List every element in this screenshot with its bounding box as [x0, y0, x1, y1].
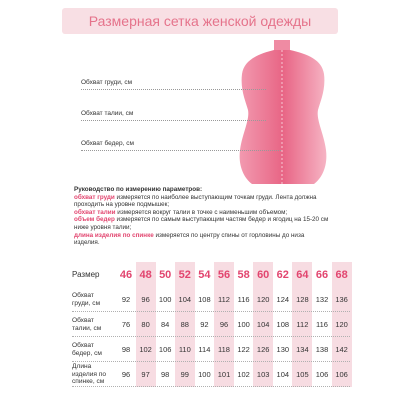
row-divider — [72, 386, 350, 387]
guide-length — [74, 232, 330, 247]
guide-length-text: измеряется по центру спины от горловины до низа изделия. — [74, 231, 305, 247]
table-cell: 116 — [316, 320, 328, 329]
mannequin-illustration — [228, 38, 338, 188]
mannequin-torso — [240, 50, 327, 184]
size-header-cell: 52 — [175, 262, 195, 287]
size-header-cell: 46 — [119, 268, 133, 281]
table-cell: 100 — [158, 295, 172, 304]
table-cell: 104 — [253, 312, 273, 337]
table-cell: 132 — [315, 295, 329, 304]
table-cell: 88 — [175, 312, 195, 337]
table-row — [72, 312, 350, 337]
table-cell: 112 — [292, 312, 312, 337]
table-cell: 116 — [237, 295, 250, 304]
table-row — [72, 362, 350, 387]
size-table — [72, 262, 350, 387]
table-cell: 76 — [121, 320, 131, 329]
table-cell: 106 — [332, 362, 352, 387]
table-cell: 120 — [253, 287, 273, 312]
table-cell: 103 — [253, 362, 273, 387]
table-cell: 92 — [200, 320, 209, 329]
table-cell: 98 — [161, 370, 170, 379]
table-cell: 98 — [121, 345, 131, 354]
size-header-cell: 58 — [237, 268, 250, 281]
guide-waist-text: измеряется вокруг талии в точке с наименьшим объемом; — [115, 208, 288, 216]
table-cell: 120 — [332, 312, 352, 337]
table-cell: 134 — [292, 337, 312, 362]
guide-chest — [74, 194, 330, 209]
mannequin-neck — [274, 40, 290, 50]
table-cell: 99 — [175, 362, 195, 387]
waist-measure-label: Обхват талии, см — [81, 110, 134, 117]
table-cell: 92 — [121, 295, 131, 304]
table-cell: 124 — [276, 295, 290, 304]
table-cell: 138 — [315, 345, 329, 354]
hips-measure-line — [81, 150, 281, 151]
table-cell: 96 — [121, 370, 131, 379]
chest-measure-line — [81, 89, 266, 90]
table-cell: 101 — [214, 362, 234, 387]
guide-hips-term: объем бедер — [74, 216, 115, 224]
table-cell: 108 — [198, 295, 211, 304]
table-cell: 80 — [136, 312, 156, 337]
table-cell: 104 — [276, 370, 290, 379]
size-header-cell: 68 — [332, 262, 352, 287]
guide-heading: Руководство по измерению параметров: — [74, 186, 203, 193]
table-cell: 126 — [253, 337, 273, 362]
table-cell: 128 — [292, 287, 312, 312]
table-cell: 84 — [161, 320, 170, 329]
guide-hips — [74, 216, 330, 231]
table-cell: 136 — [332, 287, 352, 312]
size-header-cell: 56 — [214, 262, 234, 287]
table-cell: 96 — [136, 287, 156, 312]
guide-length-term: длина изделия по спинке — [74, 231, 154, 239]
table-row — [72, 287, 350, 312]
table-cell: 142 — [332, 337, 352, 362]
row-label: Длина изделия по спинке, см — [72, 363, 107, 386]
table-cell: 130 — [276, 345, 290, 354]
size-header-cell: 62 — [276, 268, 289, 281]
table-cell: 102 — [237, 370, 250, 379]
title-banner — [62, 8, 338, 34]
table-cell: 118 — [214, 337, 234, 362]
table-cell: 102 — [136, 337, 156, 362]
table-cell: 110 — [175, 337, 195, 362]
size-header-cell: 60 — [253, 262, 273, 287]
size-header-cell: 64 — [292, 262, 312, 287]
table-cell: 122 — [237, 345, 250, 354]
table-cell: 96 — [214, 312, 234, 337]
table-cell: 106 — [158, 345, 172, 354]
table-cell: 100 — [198, 370, 211, 379]
row-label: Обхват груди, см — [72, 292, 101, 307]
table-row — [72, 337, 350, 362]
guide-waist-term: обхват талии — [74, 208, 116, 216]
guide-chest-term: обхват груди — [74, 193, 115, 201]
size-header-cell: 66 — [315, 268, 329, 281]
page-title: Размерная сетка женской одежды — [88, 13, 312, 29]
measurement-guide — [74, 186, 330, 247]
guide-hips-text: измеряется по самым выступающим частям бедер и ягодиц на 15-20 см ниже уровня талии; — [74, 216, 329, 231]
size-header-cell: 50 — [159, 268, 172, 281]
hips-measure-label: Обхват бедер, см — [81, 140, 134, 147]
table-cell: 105 — [292, 362, 312, 387]
size-header-row — [72, 262, 350, 287]
table-cell: 100 — [237, 320, 250, 329]
chest-measure-label: Обхват груди, см — [81, 79, 133, 86]
table-cell: 108 — [276, 320, 290, 329]
size-header-label: Размер — [72, 269, 100, 279]
table-cell: 104 — [175, 287, 195, 312]
guide-chest-text: измеряется по наиболее выступающим точкам груди. Лента должна проходить на уровне подмышек; — [74, 193, 317, 209]
size-header-cell: 48 — [136, 262, 156, 287]
table-cell: 97 — [136, 362, 156, 387]
row-label: Обхват талии, см — [72, 317, 102, 332]
row-label: Обхват бедер, см — [72, 342, 102, 357]
table-cell: 106 — [315, 370, 329, 379]
waist-measure-line — [81, 120, 266, 121]
table-cell: 114 — [198, 345, 211, 354]
size-header-cell: 54 — [198, 268, 211, 281]
table-cell: 112 — [214, 287, 234, 312]
